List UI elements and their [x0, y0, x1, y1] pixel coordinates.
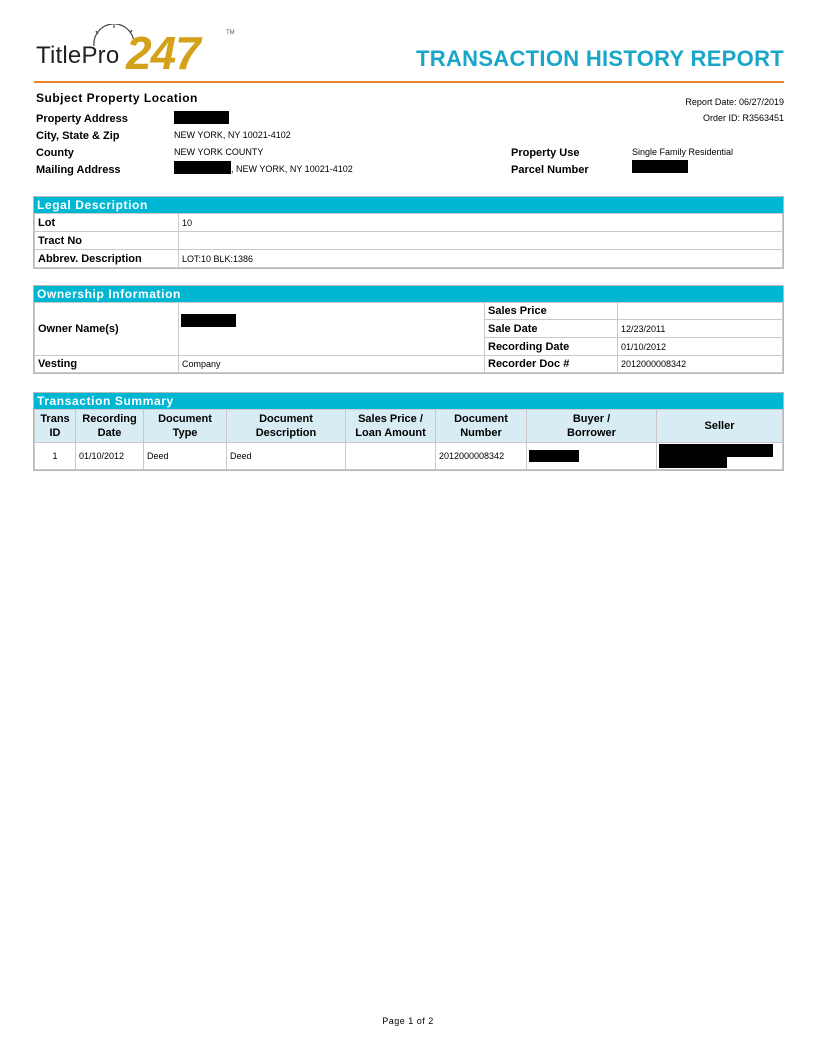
lot-label: Lot [35, 214, 179, 232]
county-label: County [36, 147, 74, 159]
table-row [35, 356, 783, 373]
redacted-parcel-number [632, 160, 688, 173]
lot-value: 10 [179, 214, 783, 232]
mailing-address-label: Mailing Address [36, 164, 121, 176]
sale-date-label: Sale Date [485, 320, 618, 338]
owner-names-label: Owner Name(s) [35, 303, 179, 356]
table-row [35, 214, 783, 232]
trans-id-cell: 1 [35, 443, 76, 470]
redacted-property-address [174, 111, 229, 124]
redacted-seller-line-2 [659, 456, 727, 468]
transaction-summary-title: Transaction Summary [34, 393, 783, 409]
table-row [35, 443, 783, 470]
recording-date-cell: 01/10/2012 [76, 443, 144, 470]
table-row [35, 232, 783, 250]
city-state-zip-value: NEW YORK, NY 10021-4102 [174, 130, 291, 140]
vesting-label: Vesting [35, 356, 179, 373]
abbrev-description-value: LOT:10 BLK:1386 [179, 250, 783, 268]
col-document-type: Document Type [144, 410, 227, 443]
recorder-doc-label: Recorder Doc # [485, 356, 618, 373]
sale-date-value: 12/23/2011 [618, 320, 783, 338]
buyer-borrower-cell [527, 443, 657, 470]
property-address-label: Property Address [36, 113, 128, 125]
sales-price-value [618, 303, 783, 320]
legal-description-title: Legal Description [34, 197, 783, 213]
subject-section-title: Subject Property Location [36, 91, 198, 105]
recorder-doc-value: 2012000008342 [618, 356, 783, 373]
ownership-table [34, 302, 783, 373]
redacted-owner-name [181, 314, 236, 327]
transaction-summary-section [33, 392, 784, 471]
col-buyer-borrower: Buyer / Borrower [527, 410, 657, 443]
legal-description-table [34, 213, 783, 268]
mailing-address-value: , NEW YORK, NY 10021-4102 [231, 164, 353, 174]
legal-description-section [33, 196, 784, 269]
tract-no-value [179, 232, 783, 250]
recording-date-value: 01/10/2012 [618, 338, 783, 356]
report-title: TRANSACTION HISTORY REPORT [416, 46, 784, 71]
document-number-cell: 2012000008342 [436, 443, 527, 470]
table-row [35, 250, 783, 268]
col-document-description: Document Description [227, 410, 346, 443]
owner-names-value [179, 303, 485, 356]
city-state-zip-label: City, State & Zip [36, 130, 120, 142]
ownership-title: Ownership Information [34, 286, 783, 302]
seller-cell [657, 443, 783, 470]
vesting-value: Company [179, 356, 485, 373]
titlepro-logo [34, 22, 244, 78]
table-row [35, 303, 783, 320]
county-value: NEW YORK COUNTY [174, 147, 264, 157]
header-divider [34, 81, 784, 83]
document-type-cell: Deed [144, 443, 227, 470]
col-document-number: Document Number [436, 410, 527, 443]
property-use-label: Property Use [511, 147, 580, 159]
table-header-row [35, 410, 783, 443]
parcel-number-label: Parcel Number [511, 164, 589, 176]
redacted-mailing-address [174, 161, 231, 174]
col-trans-id: Trans ID [35, 410, 76, 443]
col-sales-price-loan-amount: Sales Price / Loan Amount [346, 410, 436, 443]
logo-trademark: TM [226, 30, 235, 36]
logo-wordmark: TitlePro [36, 42, 120, 69]
amount-cell [346, 443, 436, 470]
order-id: Order ID: R3563451 [702, 113, 784, 123]
report-date: Report Date: 06/27/2019 [685, 97, 784, 107]
abbrev-description-label: Abbrev. Description [35, 250, 179, 268]
redacted-buyer [529, 450, 579, 462]
property-use-value: Single Family Residential [632, 147, 734, 157]
col-seller: Seller [657, 410, 783, 443]
recording-date-label: Recording Date [485, 338, 618, 356]
transaction-summary-table [34, 409, 783, 470]
sales-price-label: Sales Price [485, 303, 618, 320]
page-number: Page 1 of 2 [382, 1016, 434, 1026]
tract-no-label: Tract No [35, 232, 179, 250]
document-description-cell: Deed [227, 443, 346, 470]
col-recording-date: Recording Date [76, 410, 144, 443]
logo-247: 247 [126, 27, 200, 79]
ownership-section [33, 285, 784, 374]
